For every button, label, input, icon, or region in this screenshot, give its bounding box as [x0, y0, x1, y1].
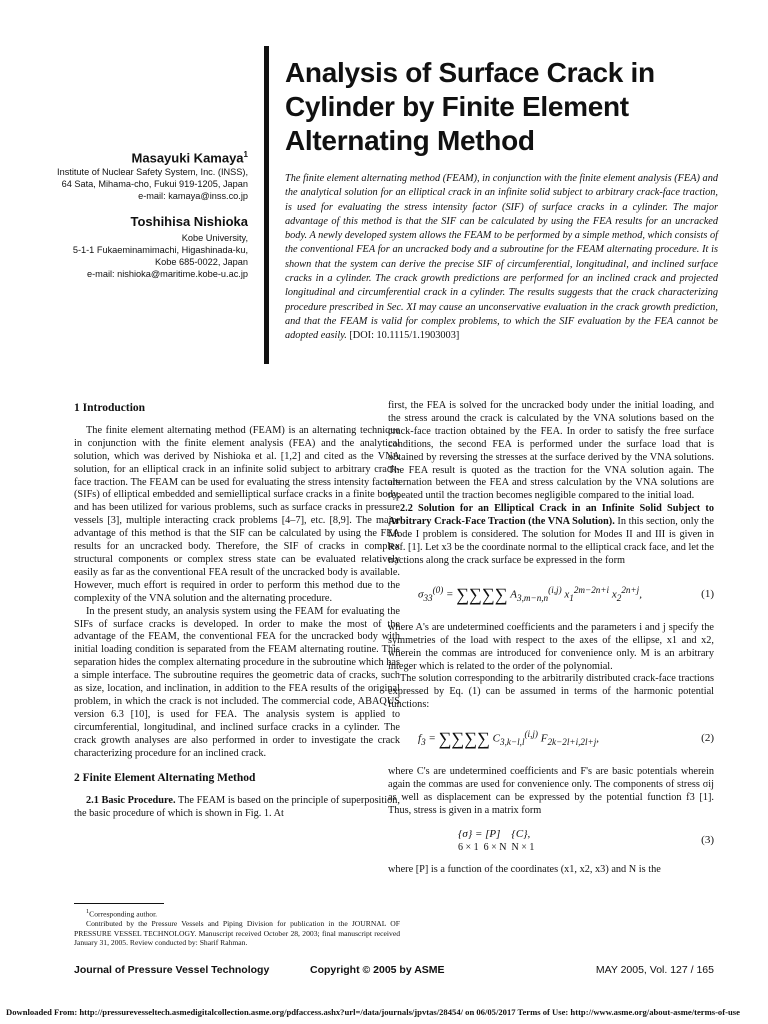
paragraph: where [P] is a function of the coordinates (x1, x2, x3) and N is the [388, 863, 661, 875]
author-affiliation-1: Institute of Nuclear Safety System, Inc. (INSS), 64 Sata, Mihama-cho, Fukui 919-1205, Japan e-mail: kamaya@inss.co.jp [57, 167, 248, 201]
paragraph: In the present study, an analysis system using the FEAM for evaluating the SIFs of surface cracks is developed. In order to make the most of the advantage of the FEAM, the conventional FEA for the uncracked body with initial loading condition is separated from the FEAM alternating routine. This separation hides the complex alternating procedure in the subroutine which has a simple interface. The subroutine requires the geometric data of cracks, such as size, location, and inclination, in addition to the FEA results of the original problem, in which the crack is not included. The commercial code, ABAQUS version 6.3 [10], is used for FEA. The analysis system is applied to circumferential, longitudinal, and inclined surface cracks in a cylinder. The crack growth analyses are also performed in order to investigate the crack characterizing procedure for an inclined crack. [74, 605, 400, 759]
subsection-heading: 2.2 Solution for an Elliptical Crack in an Infinite Solid Subject to Arbitrary Crack-Face Traction (the VNA Solution). [388, 503, 714, 528]
abstract-text: The finite element alternating method (FEAM), in conjunction with the finite element analysis (FEA) and the analytical solution for an elliptical crack in an infinite solid subject to arbitrary crack-face traction, is used for evaluating the stress intensity factor (SIF) of surface cracks in a cylinder. The major advantage of this method is that the SIF can be calculated by using the FEA results for an uncracked body. A newly developed system allows the FEAM to be performed by a simple method, which consists of the conventional FEA for an uncracked body and a subroutine for the FEAM alternating procedure. It is shown that the system can derive the precise SIF of circumferential, longitudinal, and inclined surface cracks in a cylinder. The crack growth predictions are performed for an inclined crack and projected longitudinal and circumferential crack in a cylinder. The results suggests that the crack characterizing procedure prescribed in Sec. XI may cause an unconservative evaluation in the crack growth prediction, and that the FEAM is valid for complex problems, to which the SIF evaluation by the FEA cannot be adopted easily. [285, 173, 718, 342]
footnote: $^1$Corresponding author. Contributed by the Pressure Vessels and Piping Division for publication in the JOURNAL OF PRESSURE VESSEL TECHNOLOGY. Manuscript received October 28, 2003; final manuscript received January 31, 2005. Review conducted by: Sharif Rahman. [74, 908, 400, 948]
author-name-1: Masayuki Kamaya$^1$ [131, 150, 248, 166]
doi: [DOI: 10.1115/1.1903003] [349, 330, 460, 342]
section-heading-introduction: 1 Introduction [74, 402, 146, 414]
abstract [285, 172, 718, 344]
page-footer [74, 964, 714, 980]
subsection-heading: 2.1 Basic Procedure. [86, 795, 176, 807]
paragraph: first, the FEA is solved for the uncracked body under the initial loading, and the stress around the crack is calculated by the VNA solutions based on the crack-face traction obtained by the FEA. In order to satisfy the free surface conditions, the second FEA is performed under the surface load that is obtained by reversing the stresses at the surface derived by the VNA solutions. The FEA result is quoted as the traction for the VNA solution again. The alternation between the FEA and stress calculation by the VNA solutions are repeated until the traction becomes negligible compared to the initial load. [388, 400, 714, 502]
author-affiliation-2: Kobe University, 5-1-1 Fukaeminamimachi, Higashinada-ku, Kobe 685-0022, Japan e-mail: nishioka@maritime.kobe-u.ac.jp [72, 233, 248, 279]
footnote-rule [74, 903, 164, 904]
paragraph: The finite element alternating method (FEAM) is an alternating technique in conjunction with the finite element analysis (FEA) and the analytical solution, which was derived by Nishioka et al. [1,2] and cited as the VNA solution, for an elliptical crack in an infinite solid subject to arbitrary crack-face traction. The FEAM can be used for evaluating the stress intensity factors (SIFs) of elliptical embedded and semielliptical surface cracks in a finite body, and has been utilized for various problems, such as surface cracks in pressure vessels [3], multiple interacting crack problems [4–7], etc. [8,9]. The major advantage of this method is that the SIF can be calculated by using the FEA results for an uncracked body. Therefore, the SIF of cracks in complex structural components or complex stress state can be evaluated relatively easily as far as the conventional FEA result of the uncracked body is available. However, much effort is required in order to perform this method due to the complexity of the VNA solution and the alternating procedure. [74, 424, 400, 604]
footer-issue: MAY 2005, Vol. 127 / 165 [595, 964, 714, 976]
paragraph: where C's are undetermined coefficients and F's are basic potentials wherein again the commas are used for convenience only. The components of stress σij as well as displacement can be expressed by the potential function f3 [1]. Thus, stress is given in a matrix form [388, 766, 714, 816]
paper-title: Analysis of Surface Crack in Cylinder by Finite Element Alternating Method [285, 57, 655, 156]
equation-2: $f_3$ = ∑∑∑∑ $C_{3,k-l,l}^{(i,j)}$ $F_{2k-2l+i,2l+j}$, (2) [418, 728, 714, 749]
left-column [74, 400, 400, 821]
paragraph: where A's are undetermined coefficients and the parameters i and j specify the symmetries of the load with respect to the axes of the ellipse, x1 and x2, wherein the commas are introduced for convenience only. M is an arbitrary integer which is related to the order of the polynomial. [388, 621, 714, 672]
download-notice: Downloaded From: http://pressurevesseltech.asmedigitalcollection.asme.org/pdfaccess.ashx?url=/data/journals/jpvtas/28454/ on 06/05/2017 Terms of Use: http://www.asme.org/about-asme/terms-of-use [6, 1007, 740, 1017]
title-rule [264, 46, 269, 364]
footer-journal: Journal of Pressure Vessel Technology [74, 964, 270, 976]
author-name-2: Toshihisa Nishioka [130, 214, 248, 229]
paragraph: 2.1 Basic Procedure. The FEAM is based on the principle of superposition, the basic procedure of which is shown in Fig. 1. At [74, 795, 401, 820]
footer-copyright: Copyright © 2005 by ASME [310, 964, 445, 976]
equation-3: {σ} = [P] {C}, 6 × 1 6 × N N × 1 (3) [458, 827, 714, 853]
section-heading-feam: 2 Finite Element Alternating Method [74, 772, 256, 785]
paragraph: 2.2 Solution for an Elliptical Crack in an Infinite Solid Subject to Arbitrary Crack-Face Traction (the VNA Solution). In this section, only the Mode I problem is considered. The solution for Modes II and III is given in Ref. [1]. Let x3 be the coordinate normal to the elliptical crack face, and let the tractions along the crack surface be expressed in the form [388, 503, 714, 566]
paragraph: The solution corresponding to the arbitrarily distributed crack-face tractions expressed by Eq. (1) can be assumed in terms of the harmonic potential functions: [388, 673, 714, 711]
right-column [388, 400, 714, 877]
equation-1: $\sigma_{33}^{(0)}$ = ∑∑∑∑ $A_{3,m-n,n}^{(i,j)}$ $x_1^{2m-2n+i}$ $x_2^{2n+j}$, (1) [418, 584, 714, 605]
